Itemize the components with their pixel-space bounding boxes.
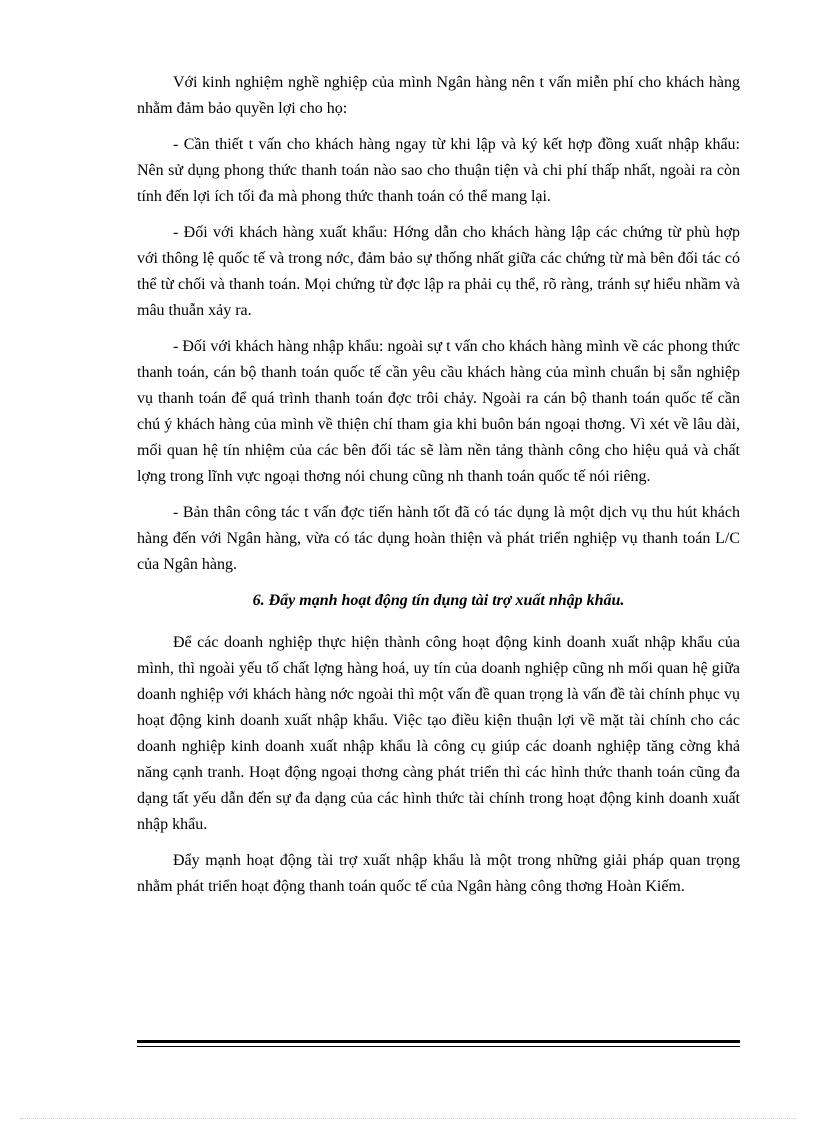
paragraph-advisory-contract: - Cần thiết t vấn cho khách hàng ngay từ khi lập và ký kết hợp đồng xuất nhập khẩu: Nên sử dụng phong thức thanh toán nào sao cho thuận tiện và chi phí thấp nhất, ngoài ra còn tính đến lợi ích tối đa mà phong thức thanh toán có thể mang lại.	[137, 136, 740, 205]
paragraph-advisory-service: - Bản thân công tác t vấn đợc tiến hành tốt đã có tác dụng là một dịch vụ thu hút khách hàng đến với Ngân hàng, vừa có tác dụng hoàn thiện và phát triển nghiệp vụ thanh toán L/C của Ngân hàng.	[137, 504, 740, 573]
paragraph-import-clients: - Đối với khách hàng nhập khẩu: ngoài sự t vấn cho khách hàng mình về các phong thức thanh toán, cán bộ thanh toán quốc tế cần yêu cầu khách hàng của mình chuẩn bị sẵn nghiệp vụ thanh toán để quá trình thanh toán đợc trôi chảy. Ngoài ra cán bộ thanh toán quốc tế cần chú ý khách hàng của mình về thiện chí tham gia khi buôn bán ngoại thơng. Vì xét về lâu dài, mối quan hệ tín nhiệm của các bên đối tác sẽ làm nền tảng thành công cho hiệu quả và chất lợng trong lĩnh vực ngoại thơng nói chung cũng nh thanh toán quốc tế nói riêng.	[137, 338, 740, 485]
document-body	[137, 70, 740, 910]
footer-rule-thick	[137, 1040, 740, 1043]
paragraph-intro: Với kinh nghiệm nghề nghiệp của mình Ngân hàng nên t vấn miễn phí cho khách hàng nhằm đảm bảo quyền lợi cho họ:	[137, 74, 740, 117]
page-bottom-border	[20, 1118, 796, 1119]
footer-rule-thin	[137, 1046, 740, 1047]
paragraph-export-clients: - Đối với khách hàng xuất khẩu: Hớng dẫn cho khách hàng lập các chứng từ phù hợp với thông lệ quốc tế và trong nớc, đảm bảo sự thống nhất giữa các chứng từ mà bên đối tác có thể từ chối và thanh toán. Mọi chứng từ đợc lập ra phải cụ thể, rõ ràng, tránh sự hiểu nhầm và mâu thuẫn xảy ra.	[137, 224, 740, 319]
section-heading: 6. Đẩy mạnh hoạt động tín dụng tài trợ xuất nhập khẩu.	[252, 592, 625, 609]
paragraph-conclusion: Đẩy mạnh hoạt động tài trợ xuất nhập khẩu là một trong những giải pháp quan trọng nhằm phát triển hoạt động thanh toán quốc tế của Ngân hàng công thơng Hoàn Kiếm.	[137, 852, 740, 895]
paragraph-financing: Để các doanh nghiệp thực hiện thành công hoạt động kinh doanh xuất nhập khẩu của mình, thì ngoài yếu tố chất lợng hàng hoá, uy tín của doanh nghiệp cũng nh mối quan hệ giữa doanh nghiệp với khách hàng nớc ngoài thì một vấn đề quan trọng là vấn đề tài chính phục vụ hoạt động kinh doanh xuất nhập khẩu. Việc tạo điều kiện thuận lợi về mặt tài chính cho các doanh nghiệp kinh doanh xuất nhập khẩu là công cụ giúp các doanh nghiệp tăng cờng khả năng cạnh tranh. Hoạt động ngoại thơng càng phát triển thì các hình thức thanh toán cũng đa dạng tất yếu dẫn đến sự đa dạng của các hình thức tài chính trong hoạt động kinh doanh xuất nhập khẩu.	[137, 634, 740, 833]
